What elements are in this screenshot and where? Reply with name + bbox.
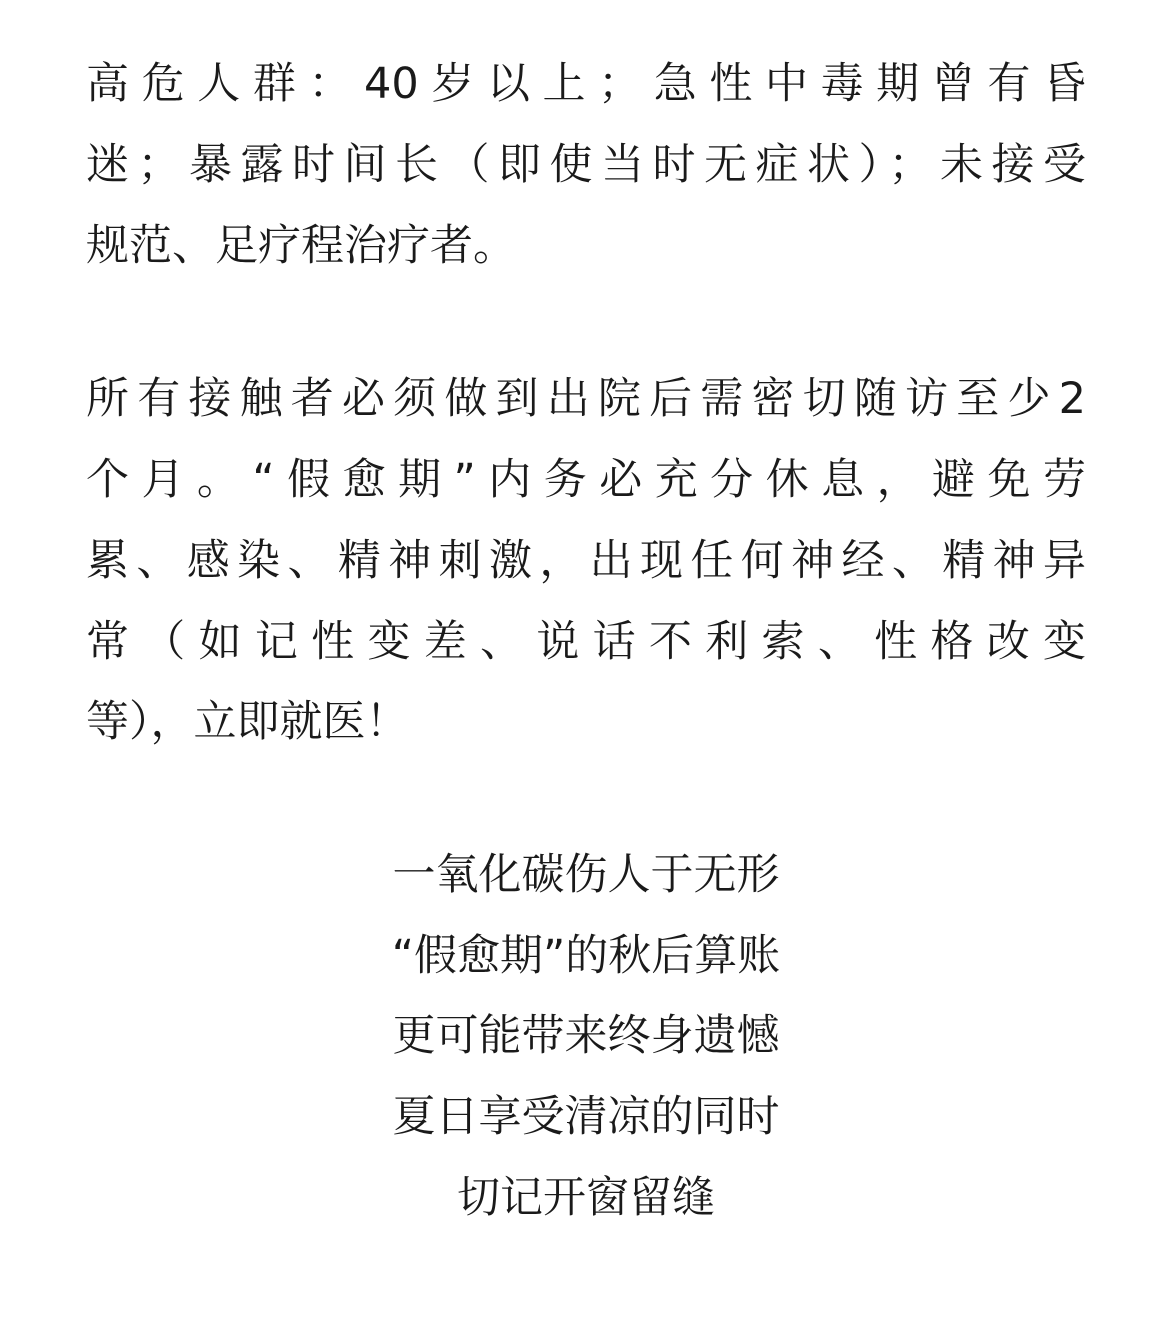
verse-line: 一氧化碳伤人于无形 [392,850,780,900]
verse-line: 更可能带来终身遗憾 [392,1011,780,1061]
text-line: 迷；暴露时间长（即使当时无症状）；未接受 [86,140,1086,190]
text-line: 规范、足疗程治疗者。 [86,221,516,271]
verse-line: 切记开窗留缝 [457,1173,715,1223]
text-line: 等），立即就医！ [86,697,409,747]
text-line: 常（如记性变差、说话不利索、性格改变 [86,617,1086,667]
verse-line: 夏日享受清凉的同时 [392,1092,780,1142]
verse-line: “假愈期”的秋后算账 [391,931,781,981]
text-line: 高危人群：40岁以上；急性中毒期曾有昏 [86,59,1086,109]
text-line: 个月。“假愈期”内务必充分休息，避免劳 [86,455,1086,505]
text-line: 所有接触者必须做到出院后需密切随访至少2 [86,374,1086,424]
text-line: 累、感染、精神刺激，出现任何神经、精神异 [86,536,1086,586]
